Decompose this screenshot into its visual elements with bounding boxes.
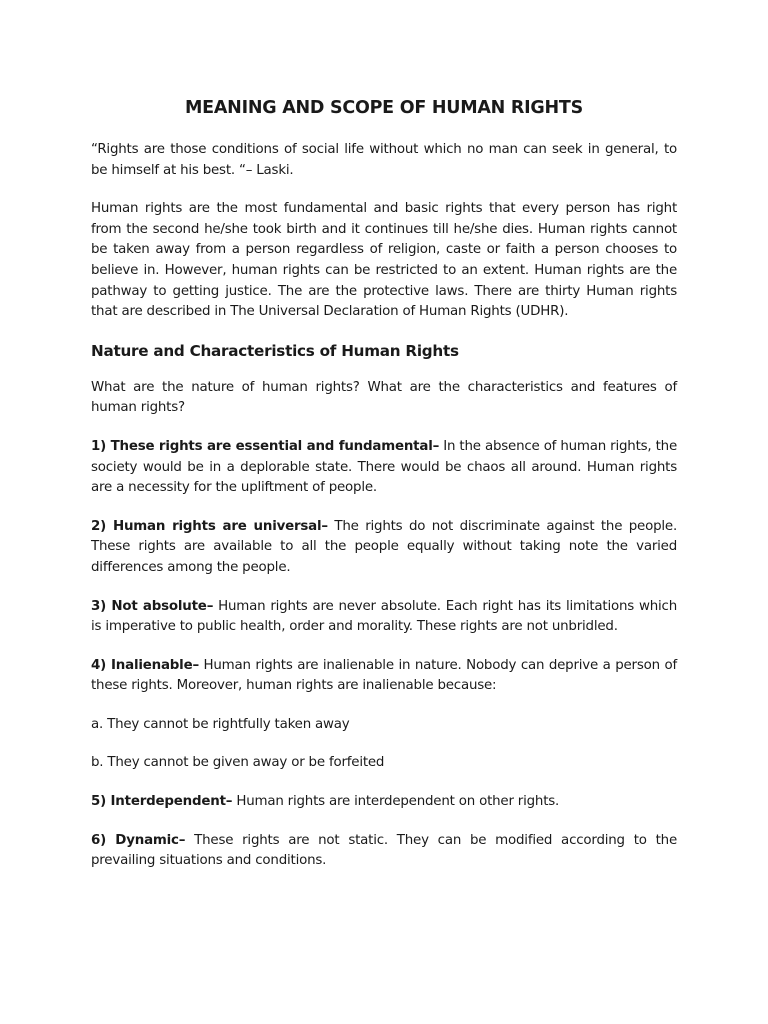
characteristic-universal bbox=[91, 517, 677, 579]
characteristic-lead: 6) Dynamic– bbox=[91, 832, 186, 848]
characteristic-lead: 1) These rights are essential and fundamental– bbox=[91, 438, 440, 454]
characteristic-essential bbox=[91, 437, 677, 499]
characteristic-text: These rights are not static. They can be modified according to the prevailing situations and conditions. bbox=[91, 832, 677, 869]
characteristic-lead: 5) Interdependent– bbox=[91, 794, 233, 810]
question-paragraph: What are the nature of human rights? What are the characteristics and features of human rights? bbox=[91, 379, 677, 416]
characteristic-text: The rights do not discriminate against the people. These rights are available to all the people equally without taking note the varied differences among the people. bbox=[91, 518, 677, 575]
page-title: MEANING AND SCOPE OF HUMAN RIGHTS bbox=[185, 98, 583, 118]
characteristic-interdependent bbox=[91, 792, 677, 813]
laski-quote: “Rights are those conditions of social life without which no man can seek in general, to be himself at his best. “– Laski. bbox=[91, 142, 677, 178]
subitem-taken-away: a. They cannot be rightfully taken away bbox=[91, 716, 350, 732]
characteristic-text: Human rights are never absolute. Each right has its limitations which is imperative to public health, order and morality. These rights are not unbridled. bbox=[91, 598, 677, 635]
characteristic-text: In the absence of human rights, the society would be in a deplorable state. There would be chaos all around. Human rights are a necessity for the upliftment of people. bbox=[91, 438, 677, 496]
characteristic-not-absolute bbox=[91, 597, 677, 638]
characteristic-text: Human rights are interdependent on other rights. bbox=[232, 794, 560, 810]
subitem-given-away: b. They cannot be given away or be forfeited bbox=[91, 755, 385, 771]
characteristic-lead: 3) Not absolute– bbox=[91, 598, 214, 614]
characteristic-inalienable bbox=[91, 656, 677, 697]
characteristic-lead: 4) Inalienable– bbox=[91, 657, 199, 673]
intro-paragraph: Human rights are the most fundamental and basic rights that every person has right from the second he/she took birth and it continues till he/she dies. Human rights cannot be taken away from a person regardless of religion, caste or faith a person chooses to believe in. However, human rights can be restricted to an extent. Human rights are the pathway to getting justice. The are the protective laws. There are thirty Human rights that are described in The Universal Declaration of Human Rights (UDHR). bbox=[91, 201, 677, 320]
characteristic-dynamic bbox=[91, 831, 677, 872]
characteristic-lead: 2) Human rights are universal– bbox=[91, 518, 328, 534]
document-page bbox=[91, 96, 677, 890]
section-heading: Nature and Characteristics of Human Rights bbox=[91, 341, 459, 360]
characteristic-text: Human rights are inalienable in nature. Nobody can deprive a person of these rights. Moreover, human rights are inalienable because: bbox=[91, 657, 677, 694]
